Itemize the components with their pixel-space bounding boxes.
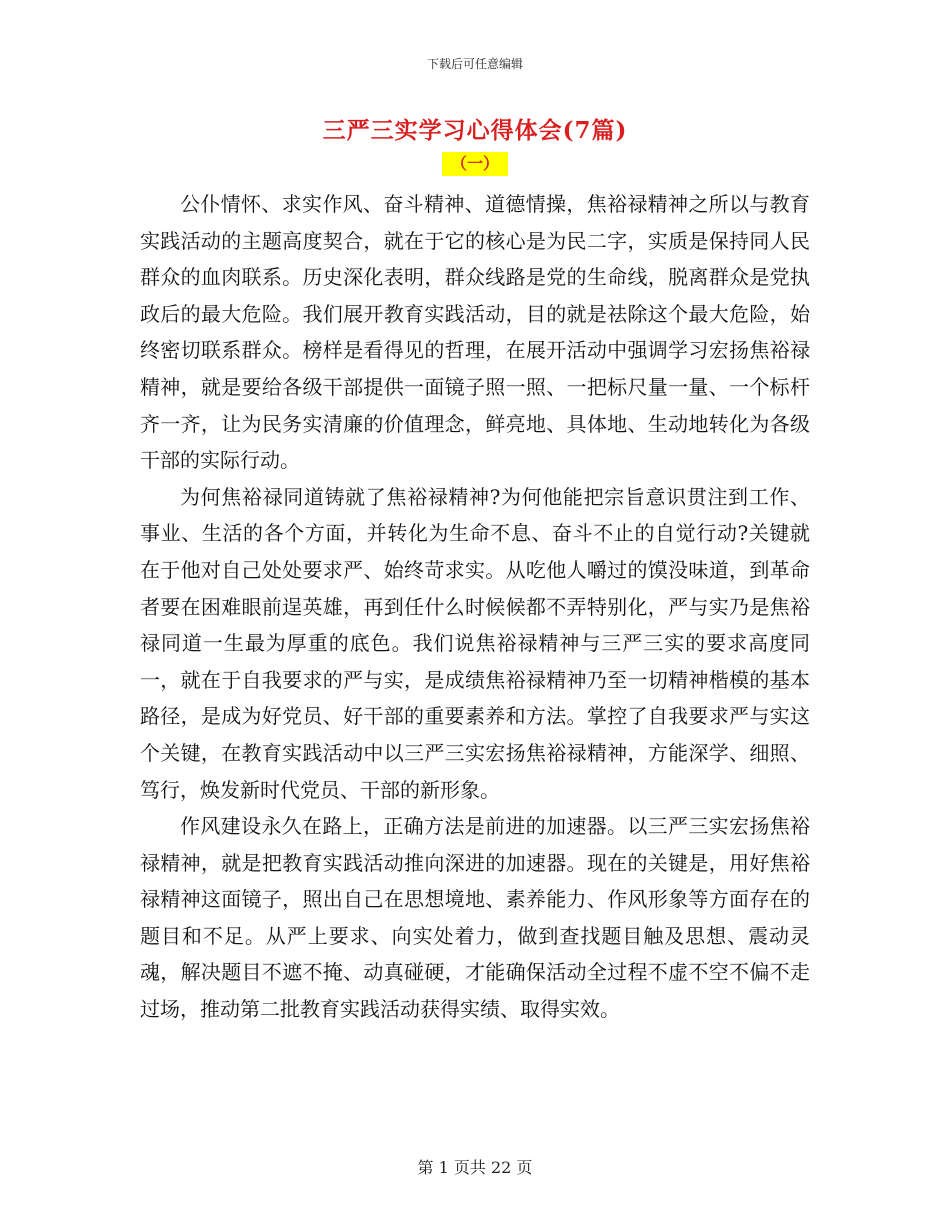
paragraph: 为何焦裕禄同道铸就了焦裕禄精神?为何他能把宗旨意识贯注到工作、事业、生活的各个方面，并转化为生命不息、奋斗不止的自觉行动?关键就在于他对自己处处要求严、始终苛求实。从吃他人嚼过的馍没味道，到革命者要在困难眼前逞英雄，再到任什么时候候都不弄特别化，严与实乃是焦裕禄同道一生最为厚重的底色。我们说焦裕禄精神与三严三实的要求高度同一，就在于自我要求的严与实，是成绩焦裕禄精神乃至一切精神楷模的基本路径，是成为好党员、好干部的重要素养和方法。掌控了自我要求严与实这个关键，在教育实践活动中以三严三实宏扬焦裕禄精神，方能深学、细照、笃行，焕发新时代党员、干部的新形象。: [140, 484, 810, 802]
document-body: [140, 186, 810, 1028]
page-number: 第 1 页共 22 页: [417, 1158, 533, 1177]
section-heading: [0, 152, 950, 176]
paragraph: 作风建设永久在路上，正确方法是前进的加速器。以三严三实宏扬焦裕禄精神，就是把教育实践活动推向深进的加速器。现在的关键是，用好焦裕禄精神这面镜子，照出自己在思想境地、素养能力、作风形象等方面存在的题目和不足。从严上要求、向实处着力，做到查找题目触及思想、震动灵魂，解决题目不遮不掩、动真碰硬，才能确保活动全过程不虚不空不偏不走过场，推动第二批教育实践活动获得实绩、取得实效。: [140, 814, 810, 1022]
paragraph: 公仆情怀、求实作风、奋斗精神、道德情操，焦裕禄精神之所以与教育实践活动的主题高度契合，就在于它的核心是为民二字，实质是保持同人民群众的血肉联系。历史深化表明，群众线路是党的生命线，脱离群众是党执政后的最大危险。我们展开教育实践活动，目的就是祛除这个最大危险，始终密切联系群众。榜样是看得见的哲理，在展开活动中强调学习宏扬焦裕禄精神，就是要给各级干部提供一面镜子照一照、一把标尺量一量、一个标杆齐一齐，让为民务实清廉的价值理念，鲜亮地、具体地、生动地转化为各级干部的实际行动。: [140, 192, 810, 473]
document-title: 三严三实学习心得体会(7篇): [322, 117, 628, 144]
header-note: 下载后可任意编辑: [426, 57, 523, 71]
section-mark: （一）: [442, 152, 508, 176]
